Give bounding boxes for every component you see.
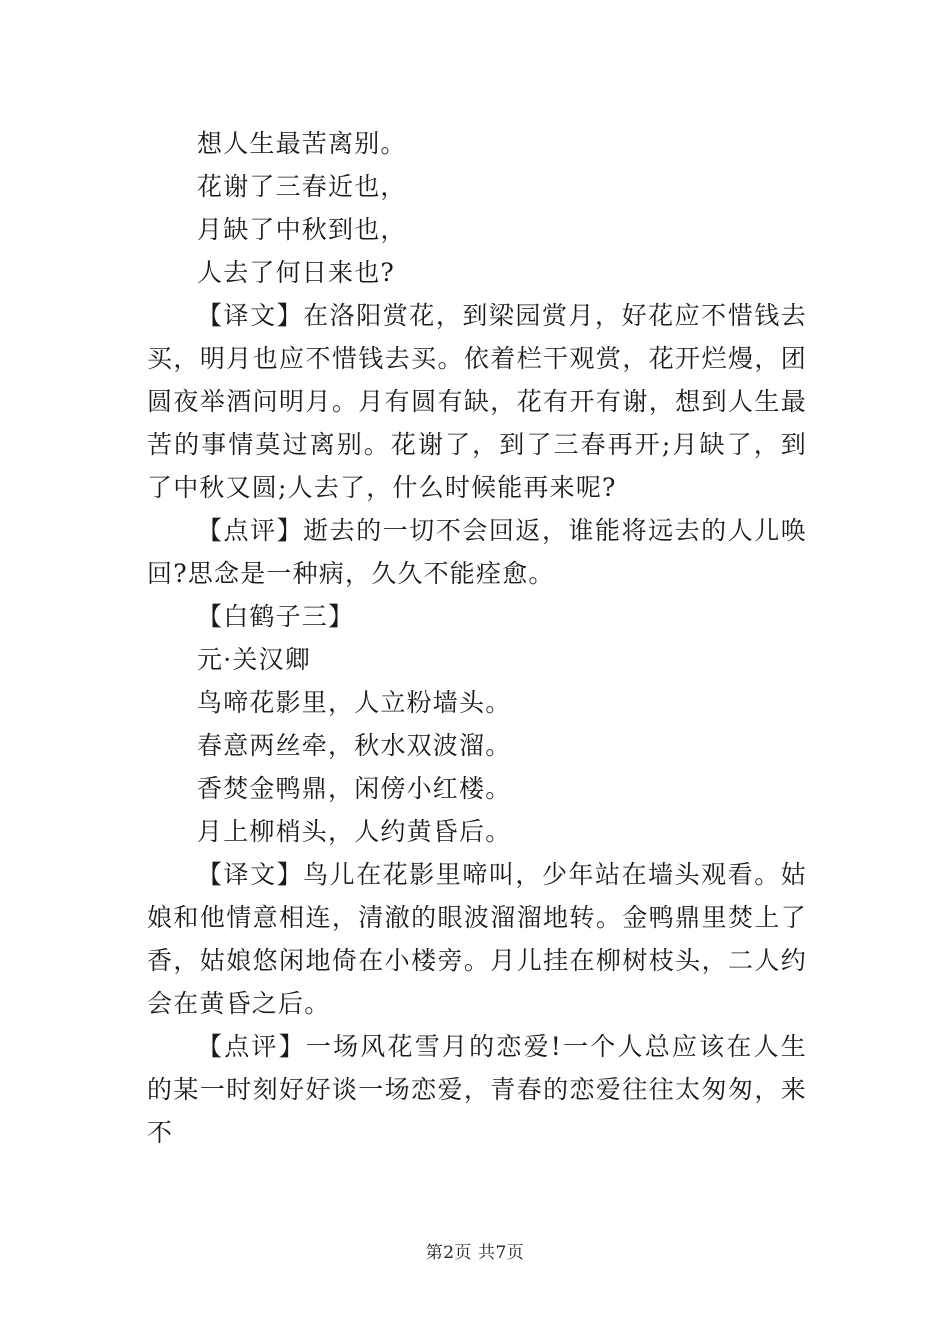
comment-paragraph: 【点评】一场风花雪月的恋爱!一个人总应该在人生的某一时刻好好谈一场恋爱，青春的恋爱往往太匆匆，来不: [147, 1032, 807, 1147]
poem-author: 元·关汉卿: [197, 645, 311, 674]
verse-line: 月缺了中秋到也，: [197, 215, 407, 244]
verse-line: 想人生最苦离别。: [197, 129, 407, 158]
verse-line: 香焚金鸭鼎，闲傍小红楼。: [197, 774, 512, 803]
comment-paragraph: 【点评】逝去的一切不会回返，谁能将远去的人儿唤回?思念是一种病，久久不能痊愈。: [147, 516, 807, 588]
page-number-footer: 第2页 共7页: [425, 1243, 525, 1263]
verse-line: 月上柳梢头，人约黄昏后。: [197, 817, 512, 846]
translation-paragraph: 【译文】在洛阳赏花，到梁园赏月，好花应不惜钱去买，明月也应不惜钱去买。依着栏干观赏，花开烂熳，团圆夜举酒问明月。月有圆有缺，花有开有谢，想到人生最苦的事情莫过离别。花谢了，到了三春再开;月缺了，到了中秋又圆;人去了，什么时候能再来呢?: [147, 301, 807, 502]
verse-line: 春意两丝牵，秋水双波溜。: [197, 731, 512, 760]
verse-line: 人去了何日来也?: [197, 258, 396, 287]
translation-paragraph: 【译文】鸟儿在花影里啼叫，少年站在墙头观看。姑娘和他情意相连，清澈的眼波溜溜地转。金鸭鼎里焚上了香，姑娘悠闲地倚在小楼旁。月儿挂在柳树枝头，二人约会在黄昏之后。: [147, 860, 807, 1018]
verse-line: 花谢了三春近也，: [197, 172, 407, 201]
verse-line: 鸟啼花影里，人立粉墙头。: [197, 688, 512, 717]
poem-title: 【白鹤子三】: [197, 602, 355, 631]
document-body: [147, 122, 807, 1154]
